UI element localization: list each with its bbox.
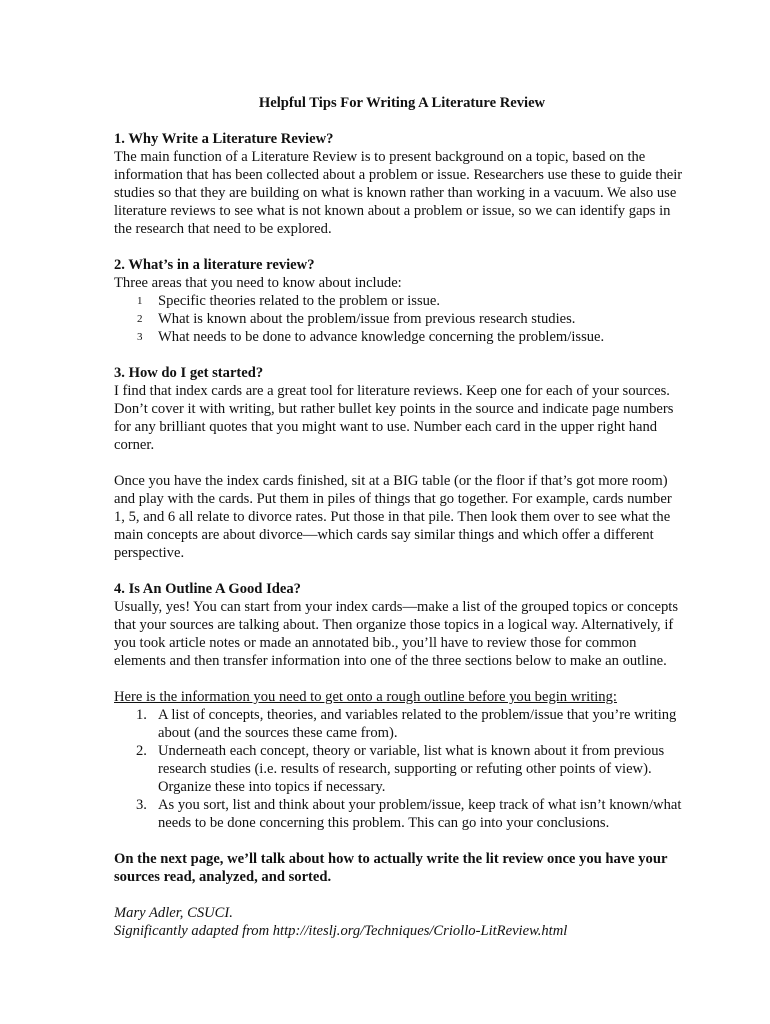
closing-note: On the next page, we’ll talk about how to actually write the lit review once you have your sources read, analyzed, and sorted.	[114, 851, 668, 885]
section-heading: 3. How do I get started?	[114, 365, 264, 381]
list-item	[114, 706, 684, 742]
list-item	[114, 310, 684, 328]
document-title: Helpful Tips For Writing A Literature Review	[258, 95, 546, 111]
list-item-text: Underneath each concept, theory or variable, list what is known about it from previous research studies (i.e. results of research, supporting or refuting other points of view). Organize these into topics if necessary.	[158, 743, 665, 795]
outline-list	[114, 706, 684, 832]
list-item-text: Specific theories related to the problem or issue.	[158, 293, 441, 309]
list-item-number: 3.	[136, 797, 147, 813]
list-item-text: As you sort, list and think about your problem/issue, keep track of what isn’t known/what needs to be done concerning this problem. This can go into your conclusions.	[158, 797, 682, 831]
section-whats-in	[114, 256, 684, 346]
section-body-2: Once you have the index cards finished, sit at a BIG table (or the floor if that’s got more room) and play with the cards. Put them in piles of things that go together. For example, cards number 1, 5, and 6 all relate to divorce rates. Put those in that pile. Then look them over to see what the main concepts are about divorce—which cards say similar things and which offer a different perspective.	[114, 473, 672, 561]
section-body: I find that index cards are a great tool for literature reviews. Keep one for each of your sources. Don’t cover it with writing, but rather bullet key points in the source and indicate page numbers for any brilliant quotes that you might want to use. Number each card in the upper right hand corner.	[114, 383, 674, 453]
list-item	[114, 328, 684, 346]
section-body: The main function of a Literature Review is to present background on a topic, based on the information that has been collected about a problem or issue. Researchers use these to guide their studies so that they are building on what is known rather than working in a vacuum. We also use literature reviews to see what is not known about a problem or issue, so we can identify gaps in the research that need to be explored.	[114, 149, 683, 237]
section-intro: Three areas that you need to know about include:	[114, 275, 402, 291]
list-item	[114, 796, 684, 832]
source-attribution: Significantly adapted from http://iteslj.org/Techniques/Criollo-LitReview.html	[114, 923, 568, 939]
list-item-number: 2.	[136, 743, 147, 759]
list-item-text: What needs to be done to advance knowledge concerning the problem/issue.	[158, 329, 605, 345]
list-item-number: 1.	[136, 707, 147, 723]
section-why-write	[114, 130, 684, 238]
author-signature: Mary Adler, CSUCI.	[114, 905, 233, 921]
section-get-started	[114, 364, 684, 562]
section-body: Usually, yes! You can start from your index cards—make a list of the grouped topics or concepts that your sources are talking about. Then organize those topics in a logical way. Alternatively, if you took article notes or made an annotated bib., you’ll have to review those for common elements and then transfer information into one of the three sections below to make an outline.	[114, 599, 679, 669]
list-item	[114, 742, 684, 796]
list-item-number: 1	[137, 295, 143, 307]
list-item-text: A list of concepts, theories, and variables related to the problem/issue that you’re writing about (and the sources these came from).	[158, 707, 677, 741]
list-item-number: 3	[137, 331, 143, 343]
list-item	[114, 292, 684, 310]
section-heading: 4. Is An Outline A Good Idea?	[114, 581, 301, 597]
section-heading: 1. Why Write a Literature Review?	[114, 131, 334, 147]
areas-list	[114, 292, 684, 346]
section-heading: 2. What’s in a literature review?	[114, 257, 315, 273]
section-outline	[114, 580, 684, 832]
document-page	[114, 94, 684, 940]
outline-intro: Here is the information you need to get onto a rough outline before you begin writing:	[114, 689, 617, 705]
list-item-text: What is known about the problem/issue from previous research studies.	[158, 311, 576, 327]
list-item-number: 2	[137, 313, 143, 325]
